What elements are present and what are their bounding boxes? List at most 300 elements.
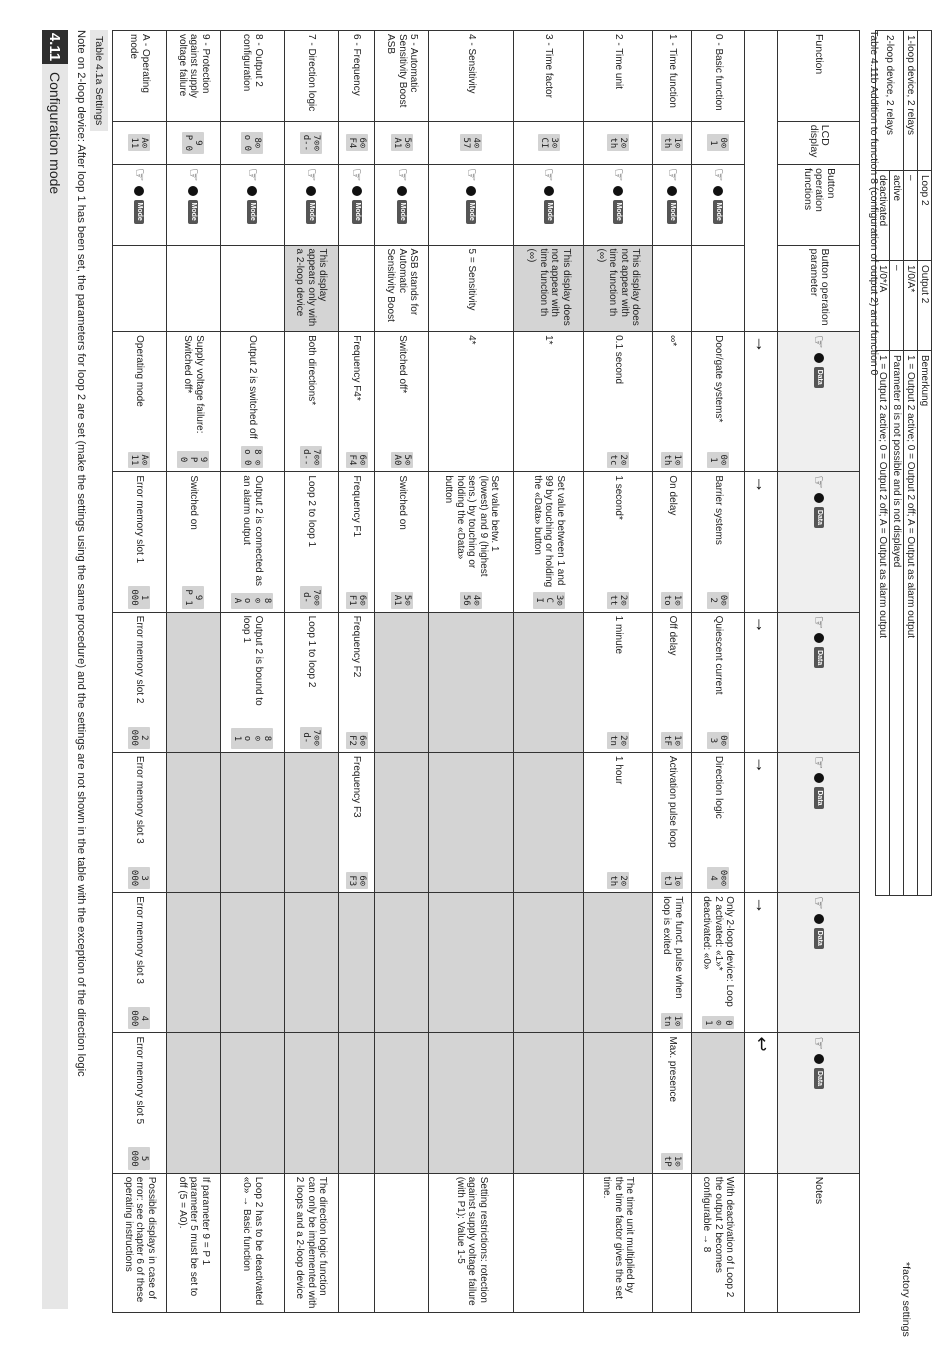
param-cell [653,245,691,332]
param-cell: 5 = Sensitivity [429,245,514,332]
value-cell [166,752,220,892]
arrow-right-icon: → [745,332,778,472]
lcd-display: 5⊙ A1 [391,592,413,609]
value-cell [166,893,220,1033]
arrow-row-notes [745,1173,778,1312]
header-notes: Notes [778,1173,860,1312]
value-text: 4* [466,335,478,345]
section-title: Configuration mode [47,72,63,195]
value-text: 1* [543,335,555,345]
param-cell: ASB stands for Automatic Sensitivity Boost [375,245,429,332]
mode-button-icon: Mode [667,200,677,224]
value-cell [338,612,375,752]
lcd-display: 2⊙ tc [607,452,629,469]
value-cell [284,893,338,1033]
lcd-display: 2⊙ tn [607,732,629,749]
value-cell [691,1033,745,1173]
value-cell [113,1033,167,1173]
value-cell [375,752,429,892]
t2-cell: active [890,171,904,261]
mode-button-cell [429,165,514,245]
hand-icon: ☞ [810,1036,828,1050]
mode-button-cell [284,165,338,245]
mode-button-icon: Mode [613,200,623,224]
value-cell [514,752,584,892]
settings-row [514,31,584,1313]
value-cell [691,612,745,752]
mode-button-cell [166,165,220,245]
mode-button-icon: Mode [466,200,476,224]
value-cell [429,332,514,472]
button-dot-icon [814,633,824,643]
button-dot-icon [134,186,144,196]
value-text: Loop 1 to loop 2 [305,615,317,688]
lcd-display: 6⊙ F4 [346,134,368,151]
button-dot-icon [247,186,257,196]
hand-icon: ☞ [810,896,828,910]
lcd-display: 4 000 [128,1007,150,1029]
value-cell [583,893,653,1033]
mode-button-cell [220,165,284,245]
function-name: A - Operating mode [113,31,167,122]
value-text: 1 second* [613,475,624,520]
value-cell [284,472,338,612]
hand-icon: ☞ [393,168,411,182]
button-dot-icon [667,186,677,196]
value-text: Error memory slot 1 [134,475,146,564]
data-button-icon: Data [814,787,824,808]
t2-cell: – [890,261,904,351]
arrow-right-icon: → [745,893,778,1033]
mode-button-cell [113,165,167,245]
arrow-right-icon: → [745,472,778,612]
arrow-right-icon: → [745,752,778,892]
settings-row [166,31,220,1313]
value-cell [284,752,338,892]
value-cell [429,752,514,892]
value-cell [113,332,167,472]
value-cell [691,332,745,472]
value-cell [338,893,375,1033]
lcd-display: 8 ⊙ o A [231,593,273,609]
lcd-display: 0⊙ 1 [707,134,729,151]
lcd-display: 3⊙ C I [533,592,565,609]
value-cell [691,893,745,1033]
button-dot-icon [814,493,824,503]
value-text: Frequency F1 [351,475,363,538]
function-name: 9 - Protection against supply voltage failure [166,31,220,122]
table2-caption: Table 4.11b Addition to function 8 (configuration of output 2) and function 0 [868,30,880,376]
hand-icon: ☞ [810,755,828,770]
value-text: Supply voltage failure: Switched off* [182,335,205,434]
function-name: 7 - Direction logic [284,31,338,122]
mode-button-icon: Mode [713,200,723,224]
section-title-bar [42,64,68,1309]
lcd-display: 4⊙ 57 [460,134,482,151]
lcd-display: 8 ⊙ o 1 [231,728,273,749]
value-cell [220,612,284,752]
data-button-icon: Data [814,1068,824,1089]
function-name: 3 - Time factor [514,31,584,122]
button-dot-icon [397,186,407,196]
button-dot-icon [466,186,476,196]
lcd-cell [375,121,429,164]
header-hand-3 [778,612,860,752]
settings-row [375,31,429,1313]
settings-row [691,31,745,1313]
lcd-display: 3 000 [128,867,150,889]
value-text: Direction logic [712,755,724,819]
lcd-cell [691,121,745,164]
mode-button-icon: Mode [306,200,316,224]
value-text: Output 2 is switched off [247,335,259,439]
value-cell [220,332,284,472]
value-cell [166,1033,220,1173]
lcd-display: 1⊙ th [661,452,683,469]
lcd-display: 2⊙ tt [607,592,629,609]
hand-icon: ☞ [810,335,828,349]
data-button-icon: Data [814,367,824,388]
arrow-row-spacer [745,31,778,332]
lcd-display: A⊙ 11 [128,452,150,469]
lcd-display: 9 P 0 [177,451,209,469]
mode-button-cell [691,165,745,245]
lcd-display: 0 ⊙ 1 [702,1016,734,1029]
value-cell [220,1033,284,1173]
value-cell [653,612,691,752]
hand-icon: ☞ [709,168,727,182]
lcd-cell [429,121,514,164]
lcd-display: 2 000 [128,727,150,749]
t2-header-1: Loop 2 [918,171,932,261]
t2-cell: 1-loop device, 2 relays [904,31,918,171]
value-text: Set value betw. 1 (lowest) and 9 (highest sens.) by touching or holding the «Data» button [443,475,501,577]
mode-button-cell [514,165,584,245]
value-cell [429,472,514,612]
lcd-display: 5⊙ A1 [391,134,413,151]
value-cell [583,332,653,472]
lcd-display: 6⊙ F3 [346,872,368,889]
value-cell [375,1033,429,1173]
notes-cell: Setting restrictions: rotection against supply voltage failure (with P1): Value 1-5 [429,1173,514,1312]
mode-button-cell [375,165,429,245]
value-text: On delay [666,475,678,516]
header-hand-2 [778,472,860,612]
lcd-cell [284,121,338,164]
t2-cell: Parameter 8 is not possible and is not displayed [890,351,904,896]
value-cell [375,612,429,752]
settings-row [338,31,375,1313]
function-name: 6 - Frequency [338,31,375,122]
value-text: Loop 2 to loop 1 [305,475,317,548]
value-cell [113,612,167,752]
value-cell [653,472,691,612]
value-cell [220,893,284,1033]
value-text: 1 hour [613,755,624,785]
value-cell [583,1033,653,1173]
mode-button-icon: Mode [134,200,144,224]
value-text: Max. presence [666,1036,678,1103]
notes-cell: With deactivation of Loop 2 the output 2 becomes configurable → 8 [691,1173,745,1312]
value-cell [113,893,167,1033]
value-cell [338,1033,375,1173]
button-dot-icon [188,186,198,196]
notes-cell: If parameter 9 = P 1 parameter 5 must be set to off (5 = A0). [166,1173,220,1312]
lcd-display: 5⊙ A0 [391,452,413,469]
t2-cell: 1/0/A* [904,261,918,351]
param-cell [338,245,375,332]
notes-cell [375,1173,429,1312]
button-dot-icon [613,186,623,196]
value-text: Barrier systems [712,475,724,545]
param-cell: This display does not appear with time function th (∞) [514,245,584,332]
lcd-display: 6⊙ F2 [346,732,368,749]
lcd-display: 7⊙⊙ d-- [300,132,322,154]
lcd-display: A⊙ 11 [128,134,150,151]
value-text: Operating mode [134,335,146,407]
data-button-icon: Data [814,507,824,528]
t2-header-2: Output 2 [918,261,932,351]
lcd-display: 1⊙ th [661,134,683,151]
value-cell [220,752,284,892]
value-cell [514,612,584,752]
function-name: 0 - Basic function [691,31,745,122]
t2-cell: – [904,171,918,261]
value-cell [284,612,338,752]
button-dot-icon [713,186,723,196]
settings-row [113,31,167,1313]
header-hand-4 [778,752,860,892]
lcd-display: 7⊙⊙ d- [300,727,322,749]
mode-button-icon: Mode [247,200,257,224]
value-text: Only 2-loop device: Loop 2 activated: «1»* deactivated: «0» [701,896,736,1007]
button-dot-icon [814,773,824,783]
value-text: Activation pulse loop [666,755,678,848]
value-text: Set value between 1 and 99 by touching or holding the «Data» button [531,475,566,588]
param-cell [691,245,745,332]
value-text: Off delay [666,615,678,656]
value-cell [653,893,691,1033]
t2-cell: 1 = Output 2 active; 0 = Output 2 off; A = Output as alarm output [904,351,918,896]
hand-icon: ☞ [185,168,203,182]
lcd-cell [583,121,653,164]
lcd-cell [166,121,220,164]
lcd-display: 1⊙ tJ [661,872,683,889]
mode-button-cell [338,165,375,245]
value-cell [284,1033,338,1173]
settings-row [583,31,653,1313]
value-text: Quiescent current [712,615,724,695]
value-cell [338,752,375,892]
hand-icon: ☞ [540,168,558,182]
hand-icon: ☞ [302,168,320,182]
output2-table [875,30,932,896]
notes-cell: Possible displays in case of error: see chapter 6 of these operating instructions [113,1173,167,1312]
value-cell [514,332,584,472]
value-text: 1 minute [613,615,624,655]
factory-settings-footnote: *factory settings [900,1262,912,1337]
hand-icon: ☞ [810,475,828,489]
lcd-display: 6⊙ F1 [346,592,368,609]
value-text: Switched off* [396,335,408,394]
section-number: 4.11 [42,30,68,64]
value-text: Output 2 is connected as an alarm output [241,475,264,587]
function-name: 2 - Time unit [583,31,653,122]
value-cell [284,332,338,472]
function-name: 5 - Automatic Sensitivity Boost ASB [375,31,429,122]
hand-icon: ☞ [610,168,627,182]
header-hand-5 [778,893,860,1033]
value-cell [514,893,584,1033]
value-cell [166,472,220,612]
lcd-display: 7⊙⊙ d- [300,586,322,608]
value-text: Both directions* [305,335,317,406]
lcd-display: 3⊙ CI [538,134,560,151]
value-cell [583,472,653,612]
header-hand-6 [778,1033,860,1173]
value-cell [653,752,691,892]
function-name: 4 - Sensitivity [429,31,514,122]
value-cell [338,472,375,612]
hand-icon: ☞ [463,168,481,182]
t2-header-3: Bemerkung [918,351,932,896]
t2-cell: deactivated [876,171,890,261]
header-button-parameter: Button operation parameter [778,245,860,332]
value-cell [583,752,653,892]
lcd-display: 8⊙ o 0 [241,132,263,154]
lcd-display: 6⊙ F4 [346,452,368,469]
mode-button-cell [583,165,653,245]
value-cell [583,612,653,752]
value-text: Frequency F4* [351,335,363,401]
lcd-display: 0⊙ 2 [707,592,729,609]
value-cell [166,612,220,752]
value-cell [220,472,284,612]
lcd-display: 1 000 [128,586,150,608]
button-dot-icon [814,914,824,924]
hand-icon: ☞ [348,168,366,182]
notes-cell: The direction logic function can only be implemented with 2 loops and a 2-loop device [284,1173,338,1312]
lcd-display: 9 P 0 [182,132,204,154]
param-cell [113,245,167,332]
param-cell: This display does not appear with time function th (∞) [583,245,653,332]
lcd-display: 2⊙ th [607,134,629,151]
button-dot-icon [814,353,824,363]
header-hand-1 [778,332,860,472]
data-button-icon: Data [814,928,824,949]
notes-cell [653,1173,691,1312]
hand-icon: ☞ [131,168,149,182]
value-text: Error memory slot 3 [134,896,146,984]
value-cell [429,893,514,1033]
button-dot-icon [306,186,316,196]
mode-button-icon: Mode [188,200,198,224]
value-cell [375,332,429,472]
param-cell [166,245,220,332]
table-caption: Table 4.1a Settings [90,30,108,131]
param-cell [220,245,284,332]
value-cell [375,893,429,1033]
value-cell [514,1033,584,1173]
hand-icon: ☞ [663,168,681,182]
lcd-display: 0⊙ 3 [707,732,729,749]
settings-row [653,31,691,1313]
value-cell [113,752,167,892]
value-cell [691,472,745,612]
mode-button-icon: Mode [544,200,554,224]
lcd-display: 4⊙ 56 [460,592,482,609]
button-dot-icon [544,186,554,196]
lcd-display: 1⊙ tn [661,1013,683,1030]
value-text: Error memory slot 3 [134,755,146,844]
header-function: Function [778,31,860,122]
notes-cell: The time unit multiplied by the time factor gives the set time. [583,1173,653,1312]
lcd-cell [113,121,167,164]
button-dot-icon [814,1054,824,1064]
lcd-display: 7⊙⊙ d-- [300,446,322,468]
notes-cell [338,1173,375,1312]
mode-button-cell [653,165,691,245]
value-cell [375,472,429,612]
lcd-cell [338,121,375,164]
value-cell [653,332,691,472]
lcd-display: 1⊙ to [661,592,683,609]
value-text: Switched on [188,475,200,530]
settings-row [429,31,514,1313]
lcd-cell [220,121,284,164]
notes-cell: Loop 2 has to be deactivated «0» → Basic function [220,1173,284,1312]
header-lcd: LCD display [778,121,860,164]
hand-icon: ☞ [810,615,828,630]
value-text: ∞* [666,335,678,347]
function-name: 8 - Output 2 configuration [220,31,284,122]
value-text: Frequency F3 [351,755,363,818]
value-text: Door/gate systems* [712,335,724,423]
hand-icon: ☞ [244,168,262,182]
value-cell [429,1033,514,1173]
value-cell [429,612,514,752]
settings-row [284,31,338,1313]
settings-row [220,31,284,1313]
t2-header-0 [918,31,932,171]
mode-button-icon: Mode [352,200,362,224]
lcd-display: 1⊙ tF [661,732,683,749]
value-cell [691,752,745,892]
lcd-display: 5 000 [128,1147,150,1169]
lcd-display: 0⊙ 1 [707,452,729,469]
value-text: Frequency F2 [351,615,363,678]
value-text: Error memory slot 5 [134,1036,146,1125]
value-text: Switched on [396,475,408,530]
lcd-display: 8 ⊙ o 0 [241,446,263,468]
t2-cell: 2-loop device, 2 relays [876,31,904,171]
value-text: Time funct. pulse when loop is exited [661,896,684,999]
lcd-cell [653,121,691,164]
t2-cell: 1 = Output 2 active; 0 = Output 2 off; A = Output as alarm output [876,351,890,896]
value-cell [653,1033,691,1173]
arrow-return-icon: ↩ [745,1033,778,1173]
header-button-functions: Button operation functions [778,165,860,245]
lcd-cell [514,121,584,164]
value-cell [514,472,584,612]
mode-button-icon: Mode [397,200,407,224]
button-dot-icon [352,186,362,196]
value-text: 0.1 second [613,335,624,385]
lcd-display: 2⊙ th [607,872,629,889]
value-text: Error memory slot 2 [134,615,146,704]
lcd-display: 0⊙⊙ 4 [707,867,729,889]
lcd-display: 9 P 1 [182,586,204,608]
